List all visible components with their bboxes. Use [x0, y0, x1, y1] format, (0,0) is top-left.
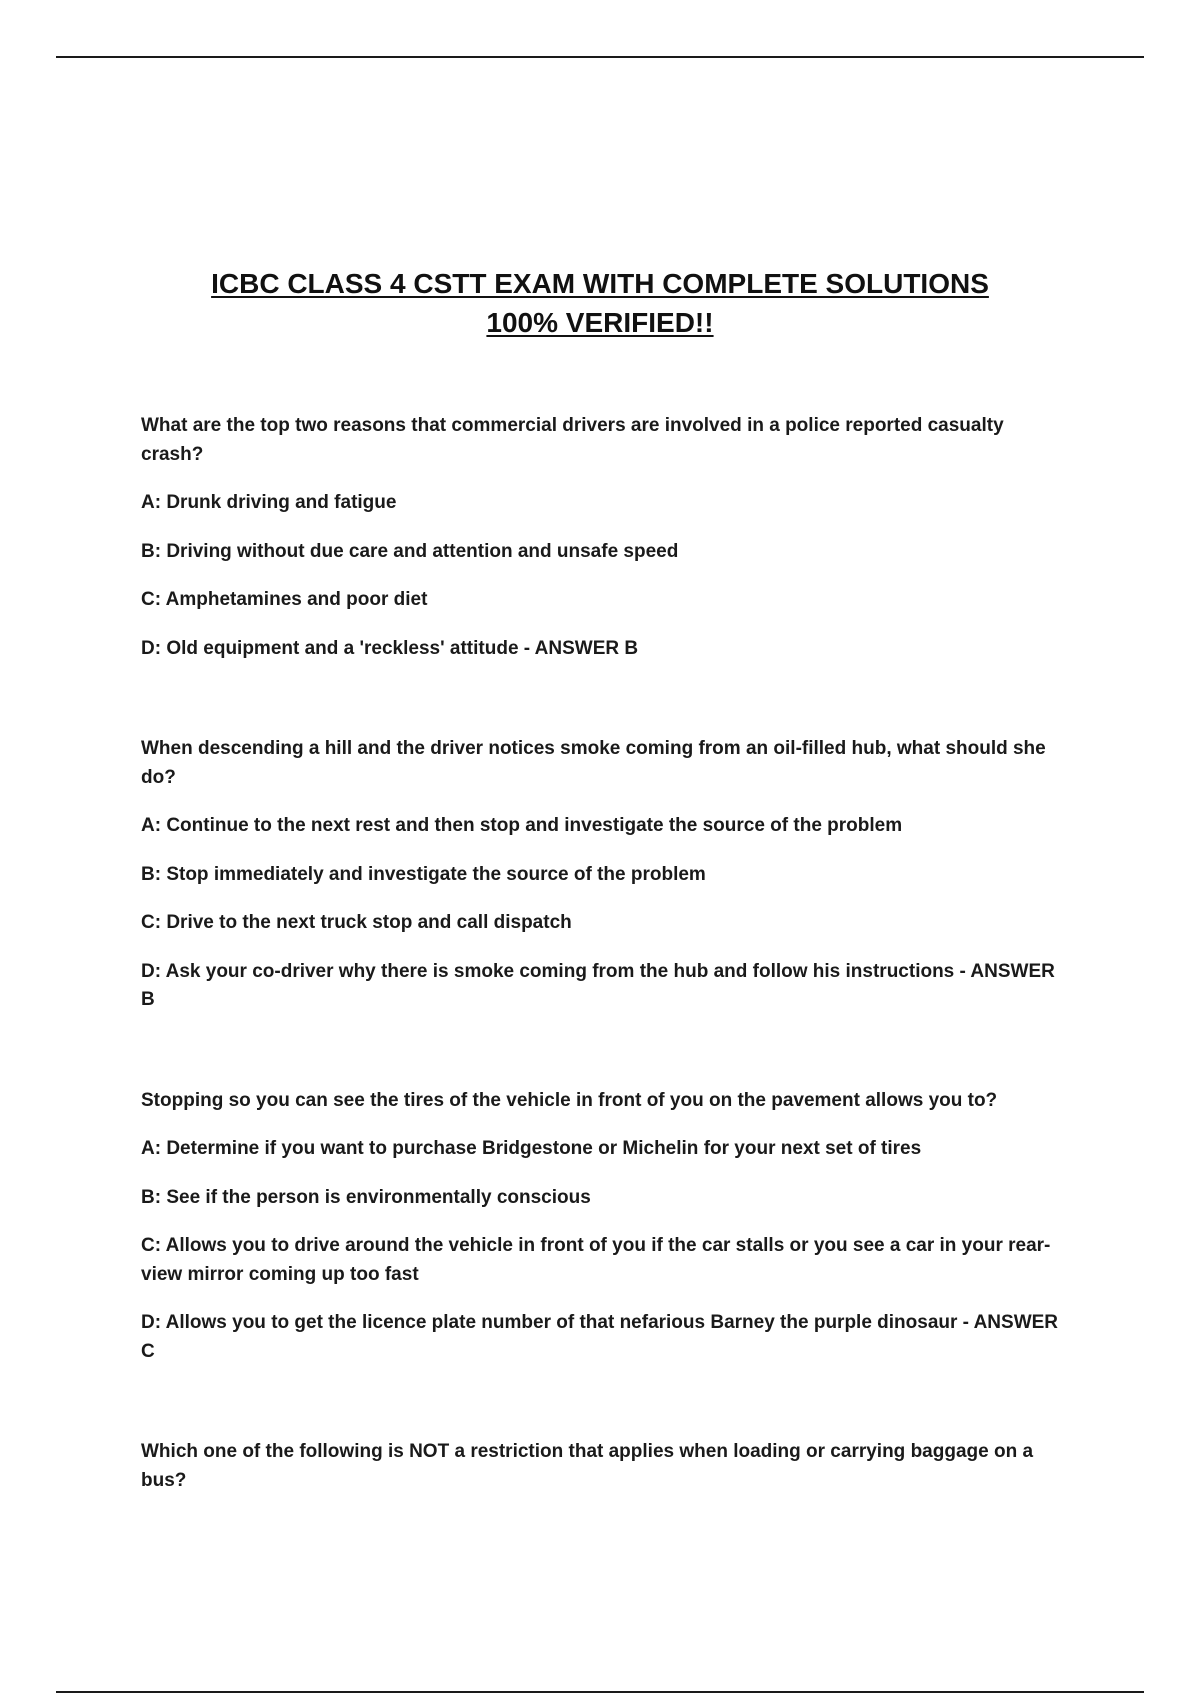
question-text: Which one of the following is NOT a restriction that applies when loading or carrying baggage on a bus? [141, 1441, 1034, 1491]
option-b: B: See if the person is environmentally conscious [141, 1186, 591, 1208]
question-4 [141, 1438, 1071, 1495]
option-c: C: Allows you to drive around the vehicle in front of you if the car stalls or you see a car in your rear-view mirror coming up too fast [141, 1235, 1051, 1285]
option-b: B: Driving without due care and attention and unsafe speed [141, 540, 679, 562]
option-d: D: Allows you to get the licence plate number of that nefarious Barney the purple dinosaur - ANSWER C [141, 1312, 1059, 1362]
question-3 [141, 1087, 1071, 1367]
question-text: What are the top two reasons that commercial drivers are involved in a police reported casualty crash? [141, 415, 1004, 465]
option-a: A: Continue to the next rest and then stop and investigate the source of the problem [141, 815, 903, 836]
document-title [0, 264, 1200, 342]
option-a: A: Drunk driving and fatigue [141, 492, 397, 513]
question-list [141, 412, 1071, 1567]
option-c: C: Drive to the next truck stop and call dispatch [141, 912, 572, 933]
header-rule [56, 56, 1144, 58]
option-a: A: Determine if you want to purchase Bridgestone or Michelin for your next set of tires [141, 1138, 922, 1159]
option-c: C: Amphetamines and poor diet [141, 589, 428, 610]
title-line-2: 100% VERIFIED!! [486, 307, 714, 338]
question-1 [141, 412, 1071, 663]
option-d: D: Old equipment and a 'reckless' attitude - ANSWER B [141, 637, 639, 659]
option-d: D: Ask your co-driver why there is smoke coming from the hub and follow his instructions - ANSWER B [141, 960, 1055, 1010]
question-text: Stopping so you can see the tires of the vehicle in front of you on the pavement allows you to? [141, 1089, 998, 1111]
question-2 [141, 735, 1071, 1015]
title-line-1: ICBC CLASS 4 CSTT EXAM WITH COMPLETE SOLUTIONS [211, 268, 989, 299]
question-text: When descending a hill and the driver notices smoke coming from an oil-filled hub, what should she do? [141, 738, 1046, 788]
option-b: B: Stop immediately and investigate the source of the problem [141, 863, 706, 885]
footer-rule [56, 1691, 1144, 1693]
